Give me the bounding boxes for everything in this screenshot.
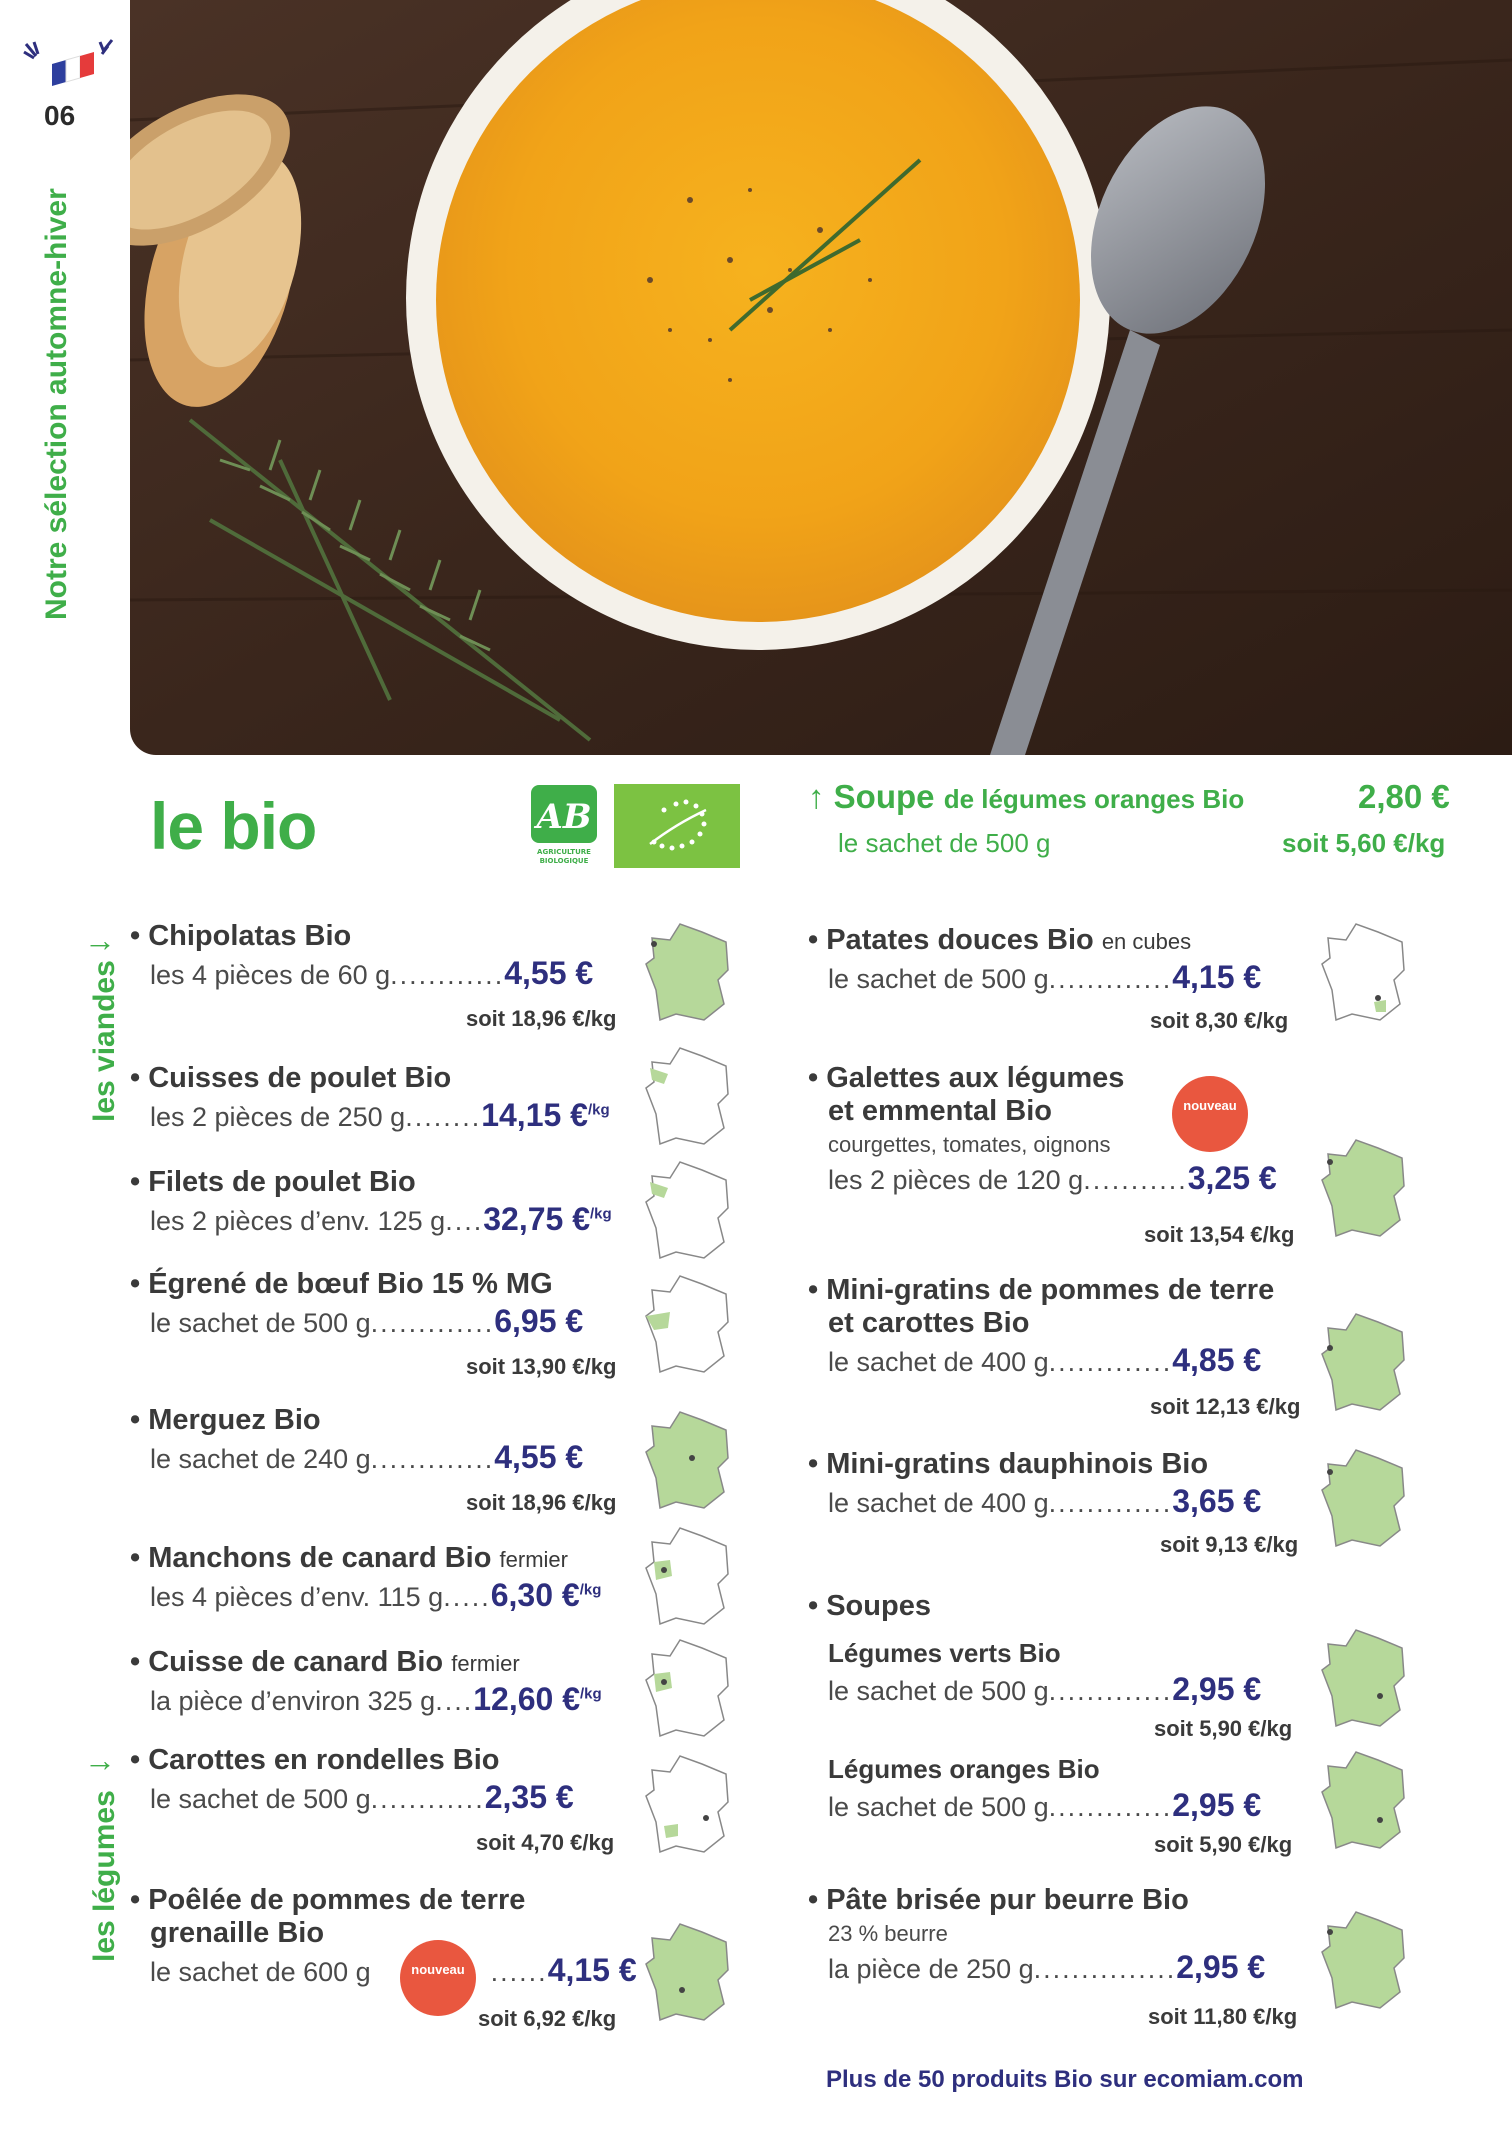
eu-organic-leaf-icon [614,784,740,868]
product-name: Galettes aux légumes [826,1062,1125,1094]
product-item: • Cuisses de poulet Bio les 2 pièces de 250 g........14,15 €$^{/kg}$ [130,1062,610,1133]
product-price: 4,15 € [1172,959,1262,995]
product-category: • Soupes [808,1590,931,1622]
product-description: courgettes, tomates, oignons [828,1132,1111,1157]
france-map-icon [640,1158,740,1266]
france-map-icon [1316,1908,1416,2016]
france-map-icon [1316,1748,1416,1856]
product-size: le sachet de 400 g [828,1347,1049,1377]
featured-name: Soupe [833,778,935,815]
france-map-icon [640,1920,740,2028]
france-map-icon [1316,1446,1416,1554]
product-name: Merguez Bio [148,1404,321,1436]
product-price: 3,65 € [1172,1483,1262,1519]
product-item: • Mini-gratins dauphinois Bio le sachet de 400 g.............3,65 € [808,1448,1262,1519]
product-item: • Égrené de bœuf Bio 15 % MG le sachet de 500 g.............6,95 € [130,1268,584,1339]
product-size: les 2 pièces de 250 g [150,1102,406,1132]
product-name: Pâte brisée pur beurre Bio [826,1884,1189,1916]
product-price-per-kg: soit 18,96 €/kg [466,1490,617,1515]
product-size: les 2 pièces d’env. 125 g [150,1206,446,1236]
legumes-arrow-icon: → [84,1742,116,1778]
product-price: 2,35 € [484,1779,574,1815]
product-price: 4,85 € [1172,1342,1262,1378]
product-name-line2: et carottes Bio [828,1307,1030,1339]
france-map-icon [1316,1136,1416,1244]
product-price-per-kg: soit 18,96 €/kg [466,1006,617,1031]
product-name: Manchons de canard Bio [148,1542,492,1574]
new-badge: nouveau [400,1940,476,2016]
product-item: • Manchons de canard Bio fermier les 4 pièces d’env. 115 g.....6,30 €$^{/kg}$ [130,1542,602,1613]
featured-product-title [808,778,1244,816]
product-price-per-kg: soit 9,13 €/kg [1160,1532,1299,1557]
product-size: le sachet de 500 g [150,1784,371,1814]
product-name: Légumes verts Bio [828,1638,1061,1668]
footer-link[interactable]: Plus de 50 produits Bio sur ecomiam.com [826,2066,1304,2093]
section-viandes: les viandes [88,960,121,1122]
category-name: Soupes [826,1590,931,1622]
product-price: 14,15 €$^{/kg}$ [481,1097,610,1133]
product-size: le sachet de 500 g [150,1308,371,1338]
product-name: Carottes en rondelles Bio [148,1744,500,1776]
product-item: • Merguez Bio le sachet de 240 g.............4,55 € [130,1404,584,1475]
product-size: la pièce de 250 g [828,1954,1034,1984]
france-map-icon [640,1272,740,1380]
product-price: 2,95 € [1172,1787,1262,1823]
featured-price: 2,80 € [1358,778,1450,815]
side-title: Notre sélection automne-hiver [40,188,73,620]
france-map-icon [640,1524,740,1632]
svg-text:BIOLOGIQUE: BIOLOGIQUE [539,857,589,865]
page-title: le bio [150,789,317,863]
up-arrow-icon: ↑ [808,778,825,815]
featured-name-rest: de légumes oranges Bio [943,784,1245,814]
france-map-icon [1316,1310,1416,1418]
product-description: 23 % beurre [828,1921,948,1946]
france-map-icon [640,920,740,1028]
product-item: • Poêlée de pommes de terre grenaille Bio le sachet de 600 g ......4,15 € [130,1884,637,1988]
france-map-icon [640,1408,740,1516]
product-size: le sachet de 500 g [828,1792,1049,1822]
svg-text:AGRICULTURE: AGRICULTURE [537,848,591,856]
product-price-per-kg: soit 11,80 €/kg [1148,2004,1298,2029]
product-price: 2,95 € [1172,1671,1262,1707]
product-size: les 4 pièces de 60 g [150,960,391,990]
product-price: 3,25 € [1187,1160,1277,1196]
product-item: • Chipolatas Bio les 4 pièces de 60 g............4,55 € [130,920,594,991]
product-name: Poêlée de pommes de terre [148,1884,526,1916]
french-flag-icon [18,38,118,88]
section-legumes: les légumes [88,1790,121,1962]
france-map-icon [1316,1626,1416,1734]
product-price-per-kg: soit 12,13 €/kg [1150,1394,1301,1419]
product-price-per-kg: soit 5,90 €/kg [1154,1716,1293,1741]
product-price-per-kg: soit 6,92 €/kg [478,2006,617,2031]
product-name-line2: et emmental Bio [828,1095,1052,1127]
product-item: • Filets de poulet Bio les 2 pièces d’env. 125 g....32,75 €$^{/kg}$ [130,1166,612,1237]
new-badge: nouveau [1172,1076,1248,1152]
ab-organic-logo [530,784,598,866]
product-price: 32,75 €$^{/kg}$ [483,1201,612,1237]
product-size: la pièce d’environ 325 g [150,1686,436,1716]
product-item: • Mini-gratins de pommes de terre et carottes Bio le sachet de 400 g.............4,85 € [808,1274,1275,1378]
product-size: le sachet de 500 g [828,964,1049,994]
france-map-icon [640,1752,740,1860]
product-price-per-kg: soit 13,54 €/kg [1144,1222,1295,1247]
product-name: Mini-gratins de pommes de terre [826,1274,1275,1306]
product-price: 4,55 € [494,1439,584,1475]
svg-text:AB: AB [536,797,592,837]
product-name: Chipolatas Bio [148,920,352,952]
product-size: les 4 pièces d’env. 115 g [150,1582,444,1612]
product-size: les 2 pièces de 120 g [828,1165,1084,1195]
product-price: 6,95 € [494,1303,584,1339]
product-item: • Patates douces Bio en cubes le sachet de 500 g.............4,15 € [808,924,1262,995]
product-name-line2: grenaille Bio [150,1917,325,1949]
product-price-per-kg: soit 8,30 €/kg [1150,1008,1289,1033]
product-item: • Pâte brisée pur beurre Bio 23 % beurre la pièce de 250 g...............2,95 € [808,1884,1266,1985]
product-name: Légumes oranges Bio [828,1754,1100,1784]
product-item: Légumes oranges Bio le sachet de 500 g.............2,95 € [828,1754,1262,1823]
product-size: le sachet de 240 g [150,1444,371,1474]
product-price-per-kg: soit 4,70 €/kg [476,1830,615,1855]
product-name: Filets de poulet Bio [148,1166,416,1198]
product-price: 4,55 € [504,955,594,991]
france-map-icon [1316,920,1416,1028]
featured-sub: le sachet de 500 g [838,828,1051,858]
product-name: Cuisse de canard Bio [148,1646,444,1678]
product-price: 6,30 €$^{/kg}$ [490,1577,602,1613]
product-price: 2,95 € [1176,1949,1266,1985]
product-name: Patates douces Bio [826,924,1094,956]
product-name: Cuisses de poulet Bio [148,1062,452,1094]
product-size: le sachet de 600 g [150,1957,371,1987]
france-map-icon [640,1636,740,1744]
featured-price-per-kg: soit 5,60 €/kg [1282,828,1446,858]
viandes-arrow-icon: → [84,922,116,958]
product-price: 4,15 € [547,1952,637,1988]
france-map-icon [640,1044,740,1152]
product-name: Mini-gratins dauphinois Bio [826,1448,1209,1480]
product-item: • Carottes en rondelles Bio le sachet de 500 g............2,35 € [130,1744,574,1815]
product-name: Égrené de bœuf Bio 15 % MG [148,1268,553,1300]
page-number: 06 [44,100,76,131]
product-item: • Galettes aux légumes et emmental Bio courgettes, tomates, oignons les 2 pièces de 120 g...........3,25 € [808,1062,1277,1196]
soup-photo [130,0,1512,755]
product-item: Légumes verts Bio le sachet de 500 g.............2,95 € [828,1638,1262,1707]
product-size: le sachet de 500 g [828,1676,1049,1706]
product-price-per-kg: soit 13,90 €/kg [466,1354,617,1379]
product-item: • Cuisse de canard Bio fermier la pièce d’environ 325 g....12,60 €$^{/kg}$ [130,1646,602,1717]
product-price: 12,60 €$^{/kg}$ [473,1681,602,1717]
product-size: le sachet de 400 g [828,1488,1049,1518]
product-price-per-kg: soit 5,90 €/kg [1154,1832,1293,1857]
